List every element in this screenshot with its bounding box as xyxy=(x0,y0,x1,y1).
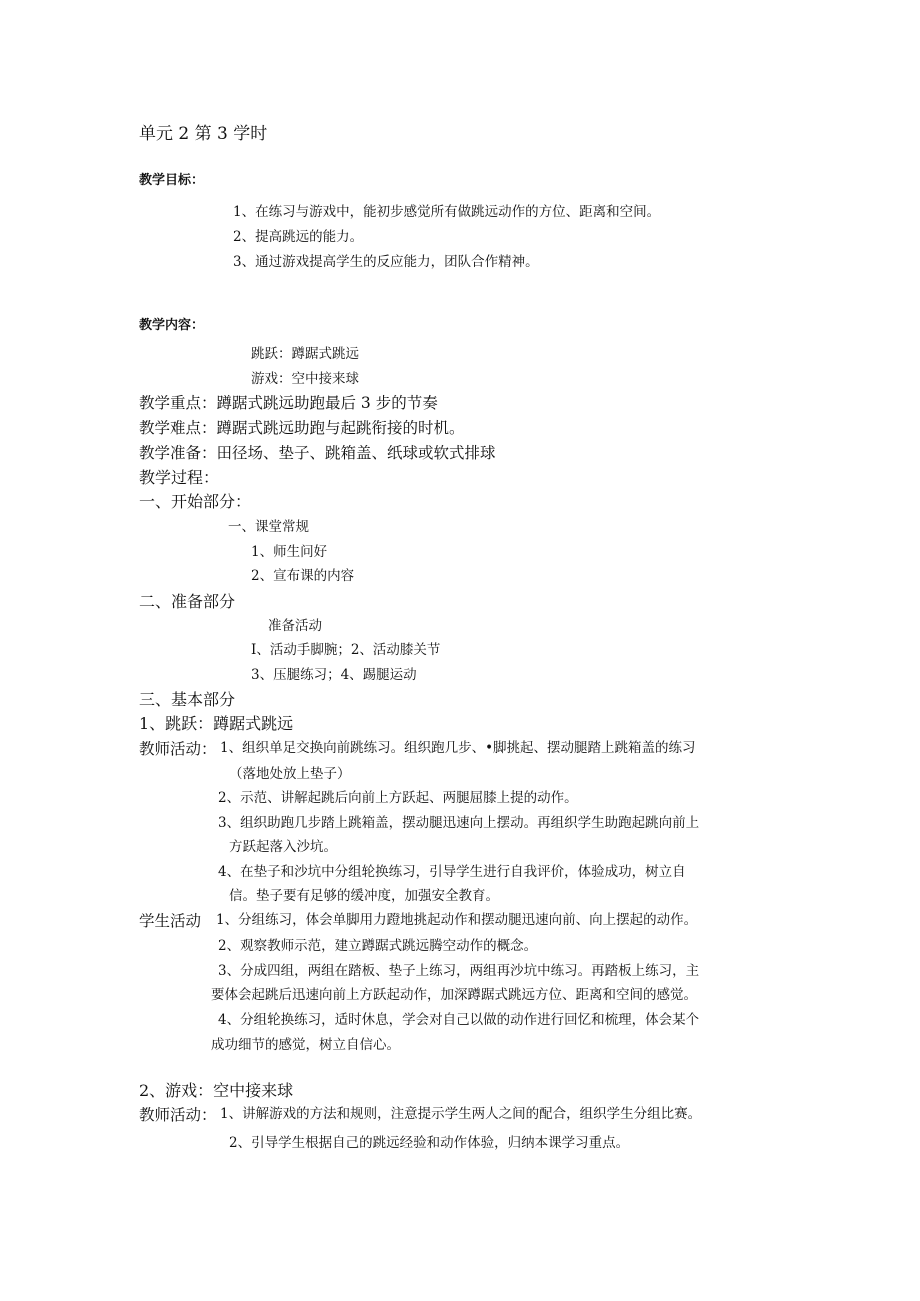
content-heading: 教学内容： xyxy=(139,318,205,333)
teacher-activity-line: 3、组织助跑几步踏上跳箱盖，摆动腿迅速向上摆动。再组织学生助跑起跳向前上 xyxy=(218,815,700,831)
teacher2-activity-line: 1、讲解游戏的方法和规则，注意提示学生两人之间的配合，组织学生分组比赛。 xyxy=(220,1106,702,1122)
process-heading: 教学过程： xyxy=(139,468,220,487)
teacher2-activity-line: 2、引导学生根据自己的跳远经验和动作体验，归纳本课学习重点。 xyxy=(229,1135,630,1151)
section-1-heading: 1、跳跃：蹲踞式跳远 xyxy=(139,714,294,733)
teacher-activity-line: 4、在垫子和沙坑中分组轮换练习，引导学生进行自我评价，体验成功，树立自 xyxy=(218,864,686,880)
part1-sub: 一、课堂常规 xyxy=(228,519,309,535)
part1-item: 1、师生问好 xyxy=(251,544,328,560)
student-activity-line: 2、观察教师示范，建立蹲踞式跳远腾空动作的概念。 xyxy=(218,938,538,954)
student-activity-line: 3、分成四组，两组在踏板、垫子上练习，两组再沙坑中练习。再踏板上练习，主 xyxy=(218,963,700,979)
objective-item: 1、在练习与游戏中，能初步感觉所有做跳远动作的方位、距离和空间。 xyxy=(233,204,661,220)
teacher-activity-label: 教师活动： xyxy=(139,740,217,758)
part2-sub: 准备活动 xyxy=(268,618,322,634)
student-activity-line: 成功细节的感觉，树立自信心。 xyxy=(211,1037,400,1053)
difficulty: 教学难点：蹲踞式跳远助跑与起跳衔接的时机。 xyxy=(139,419,465,437)
student-activity-line: 1、分组练习，体会单脚用力蹬地挑起动作和摆动腿迅速向前、向上摆起的动作。 xyxy=(216,912,698,928)
student-activity-label: 学生活动 xyxy=(139,912,202,930)
page-title: 单元 2 第 3 学时 xyxy=(139,124,268,144)
teacher-activity-line: 1、组织单足交换向前跳练习。组织跑几步、•脚挑起、摆动腿踏上跳箱盖的练习 xyxy=(220,740,696,756)
objectives-heading: 教学目标： xyxy=(139,173,205,188)
teacher-activity-line: 信。垫子要有足够的缓冲度，加强安全教育。 xyxy=(229,888,499,904)
part1-heading: 一、开始部分： xyxy=(139,492,252,511)
student-activity-line: 4、分组轮换练习，适时休息，学会对自己以做的动作进行回忆和梳理，体会某个 xyxy=(218,1012,700,1028)
objective-item: 3、通过游戏提高学生的反应能力，团队合作精神。 xyxy=(233,254,539,270)
part2-heading: 二、准备部分 xyxy=(139,592,236,611)
part2-item: 3、压腿练习；4、踢腿运动 xyxy=(251,667,417,683)
part2-item: I、活动手脚腕；2、活动膝关节 xyxy=(251,642,441,658)
preparation: 教学准备：田径场、垫子、跳箱盖、纸球或软式排球 xyxy=(139,444,496,462)
part1-item: 2、宣布课的内容 xyxy=(251,568,355,584)
student-activity-line: 要体会起跳后迅速向前上方跃起动作，加深蹲踞式跳远方位、距离和空间的感觉。 xyxy=(211,987,697,1003)
teacher-activity-line: （落地处放上垫子） xyxy=(229,766,351,782)
teacher-activity-line: 方跃起落入沙坑。 xyxy=(229,839,337,855)
part3-heading: 三、基本部分 xyxy=(139,690,236,709)
section-2-heading: 2、游戏：空中接来球 xyxy=(139,1081,294,1100)
content-item: 跳跃：蹲踞式跳远 xyxy=(251,346,359,362)
objective-item: 2、提高跳远的能力。 xyxy=(233,229,364,245)
content-item: 游戏：空中接来球 xyxy=(251,371,359,387)
teacher-activity-line: 2、示范、讲解起跳后向前上方跃起、两腿屈膝上提的动作。 xyxy=(218,790,578,806)
key-point: 教学重点：蹲踞式跳远助跑最后 3 步的节奏 xyxy=(139,394,438,412)
teacher2-activity-label: 教师活动： xyxy=(139,1106,217,1124)
